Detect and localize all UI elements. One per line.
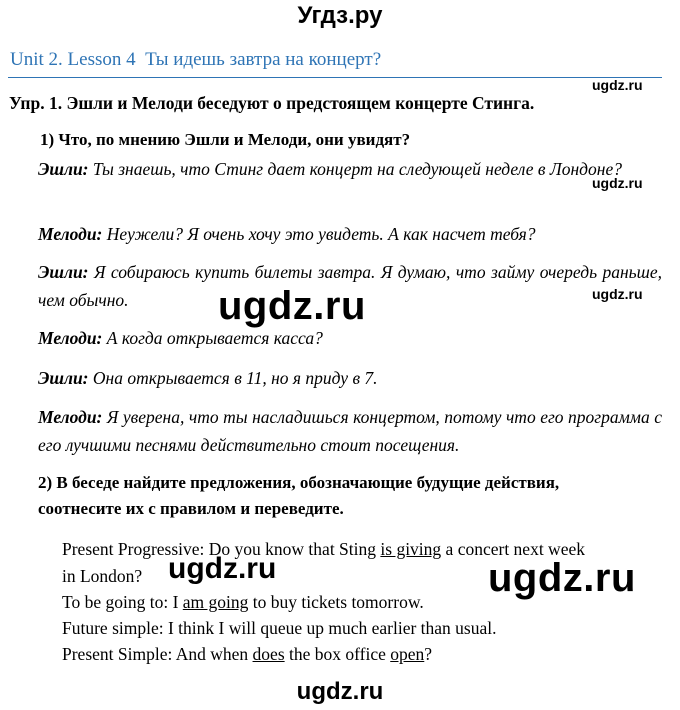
answer-future-simple: Future simple: I think I will queue up much earlier than usual. [62, 618, 497, 638]
dialog-text: А когда открывается касса? [102, 328, 323, 348]
answer-underlined: open [390, 644, 425, 664]
dialog-line [38, 324, 662, 352]
dialog-text: Она открывается в 11, но я приду в 7. [88, 368, 378, 388]
site-title: Угдз.ру [297, 2, 383, 29]
dialog-line [38, 220, 662, 248]
speaker-name: Эшли: [38, 368, 89, 388]
speaker-name: Эшли: [38, 262, 89, 282]
watermark-small: ugdz.ru [592, 175, 643, 191]
answer-present-simple [62, 644, 432, 665]
question-2-line-2: соотнесите их с правилом и переведите. [38, 499, 344, 518]
speaker-name: Эшли: [38, 159, 89, 179]
speaker-name: Мелоди: [38, 224, 103, 244]
answer-present-progressive-cont: in London? [62, 566, 143, 586]
speaker-name: Мелоди: [38, 328, 103, 348]
dialog-text: Я уверена, что ты насладишься концертом, потому что его программа с его лучшими песнями действительно стоит посещения. [38, 407, 662, 455]
watermark-footer: ugdz.ru [296, 678, 384, 705]
answer-text: a concert next week [441, 539, 585, 559]
question-1: 1) Что, по мнению Эшли и Мелоди, они увидят? [40, 130, 411, 149]
dialog-text: Ты знаешь, что Стинг дает концерт на следующей неделе в Лондоне? [88, 159, 622, 179]
watermark-small: ugdz.ru [592, 286, 643, 302]
unit-label: Unit 2. Lesson 4 [10, 49, 136, 70]
watermark-big: ugdz.ru [168, 552, 277, 585]
watermark-small: ugdz.ru [592, 77, 643, 93]
answer-text: Present Simple: And when [62, 644, 253, 664]
dialog-line [38, 364, 662, 392]
dialog-line [38, 155, 662, 183]
speaker-name: Мелоди: [38, 407, 103, 427]
watermark-big: ugdz.ru [218, 284, 366, 328]
answer-text: Present Progressive: Do you know that Sting [62, 539, 381, 559]
answer-underlined: is giving [380, 539, 442, 559]
lesson-header [10, 49, 381, 71]
answer-text: the box office [284, 644, 391, 664]
dialog-text: Я собираюсь купить билеты завтра. Я думаю, что займу очередь раньше, чем обычно. [38, 262, 662, 310]
lesson-topic: Ты идешь завтра на концерт? [145, 49, 382, 70]
header-divider [8, 77, 662, 78]
answer-underlined: does [252, 644, 285, 664]
answer-text: to buy tickets tomorrow. [248, 592, 424, 612]
watermark-big: ugdz.ru [488, 556, 636, 600]
question-2-line-1: 2) В беседе найдите предложения, обозначающие будущие действия, [38, 473, 560, 492]
dialog-line [38, 403, 662, 459]
dialog-text: Неужели? Я очень хочу это увидеть. А как насчет тебя? [102, 224, 536, 244]
answer-underlined: am going [182, 592, 249, 612]
answer-going-to [62, 592, 424, 613]
exercise-title: Упр. 1. Эшли и Мелоди беседуют о предстоящем концерте Стинга. [9, 93, 535, 113]
answer-text: ? [424, 644, 433, 664]
answer-text: To be going to: I [62, 592, 183, 612]
